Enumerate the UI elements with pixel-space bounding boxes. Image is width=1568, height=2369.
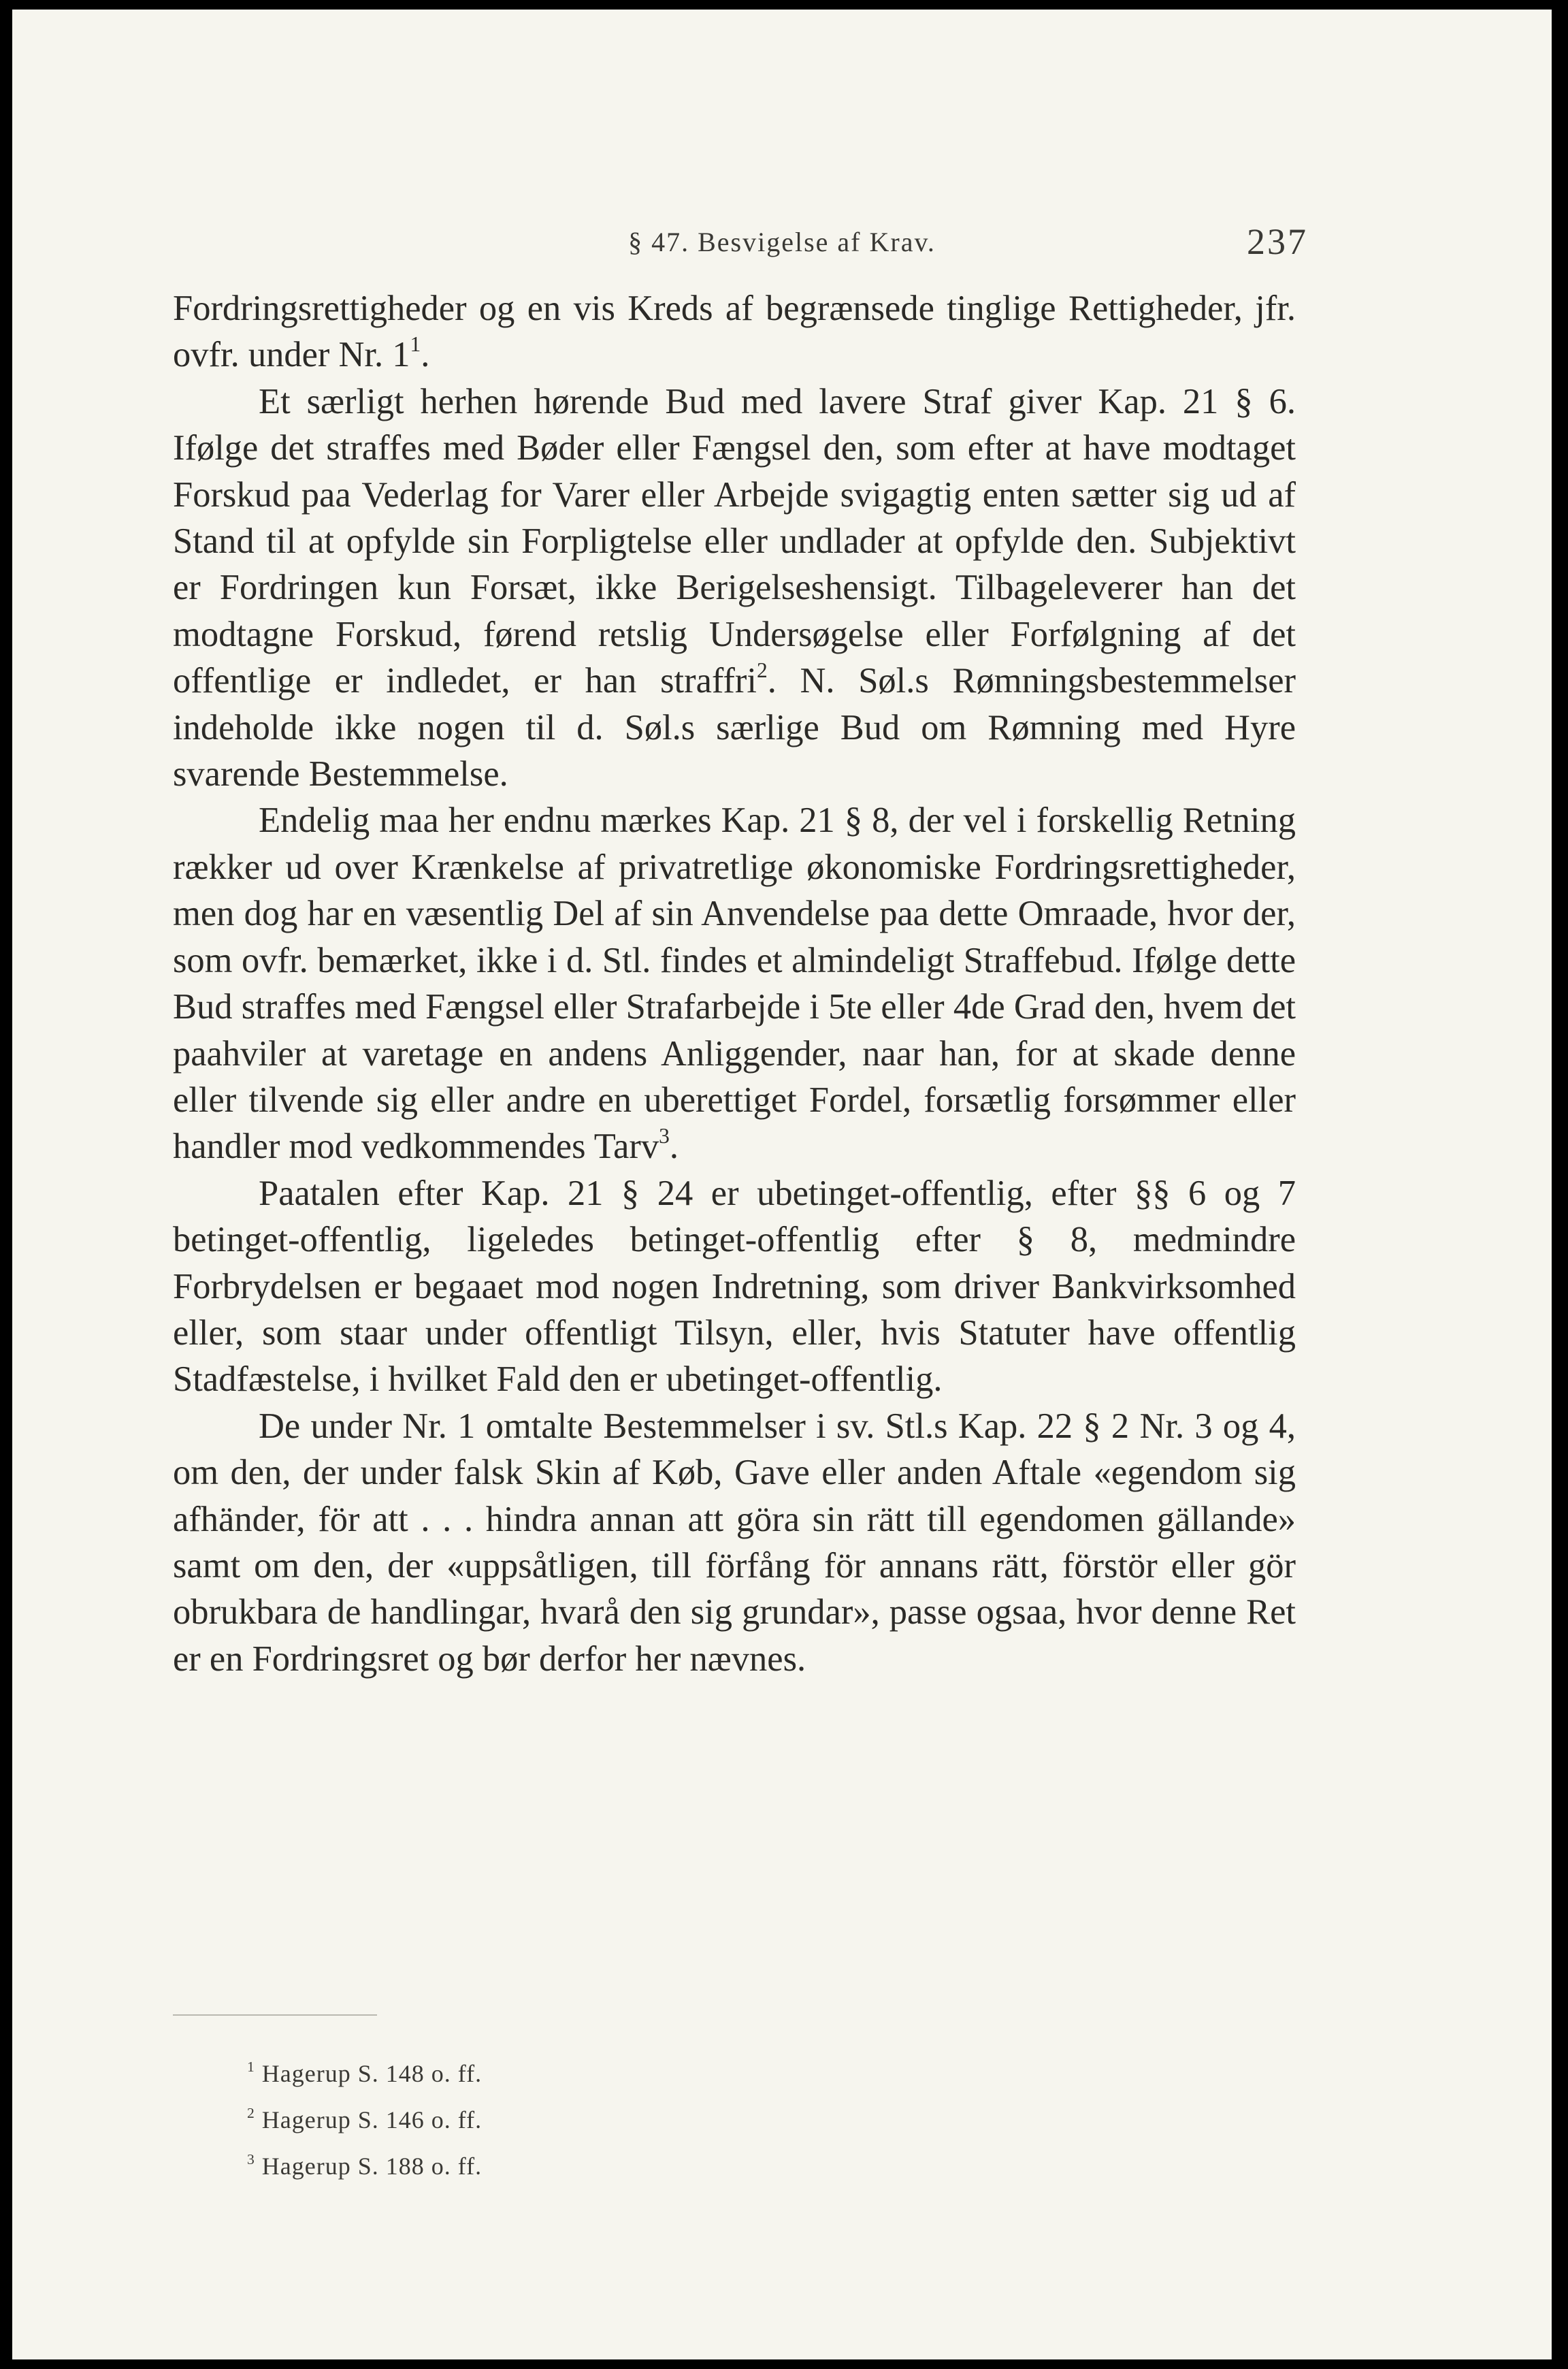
- footnote-mark: 1: [247, 2058, 255, 2075]
- paragraph-3: [173, 797, 1296, 1170]
- page-number: 237: [1247, 221, 1308, 262]
- paragraph-text: Et særligt herhen hørende Bud med lavere Straf giver Kap. 21 § 6. Ifølge det straffes med Bøder eller Fængsel den, som efter at have modtaget Forskud paa Vederlag for Varer eller Arbejde svigagtig enten sætter sig ud af Stand til at opfylde sin Forpligtelse eller undlader at opfylde den. Subjektivt er Fordringen kun Forsæt, ikke Berigelseshensigt. Tilbageleverer han det modtagne Forskud, førend retslig Undersøgelse eller Forfølgning af det offentlige er indledet, er han straffri: [173, 381, 1296, 701]
- footnote-text: Hagerup S. 188 o. ff.: [261, 2153, 483, 2180]
- footnote-1: [247, 2050, 482, 2097]
- paragraph-1: [173, 285, 1296, 378]
- paragraph-tail: . N. Søl.s Rømningsbestemmelser indeholde ikke nogen til d. Søl.s særlige Bud om Rømning med Hyre svarende Bestemmelse.: [173, 661, 1296, 794]
- paragraph-text: Paatalen efter Kap. 21 § 24 er ubetinget-offentlig, efter §§ 6 og 7 betinget-offentlig, ligeledes betinget-offentlig efter § 8, medmindre Forbrydelsen er begaaet mod nogen Indretning, som driver Bankvirksomhed eller, som staar under offentligt Tilsyn, eller, hvis Statuter have offentlig Stadfæstelse, i hvilket Fald den er ubetinget-offentlig.: [173, 1173, 1296, 1400]
- paragraph-2: [173, 378, 1296, 798]
- paragraph-tail: .: [669, 1127, 679, 1167]
- footnote-2: [247, 2097, 482, 2143]
- paragraph-4: [173, 1170, 1296, 1403]
- running-header: [12, 214, 1552, 261]
- book-page: [12, 10, 1552, 2359]
- body-text: [173, 285, 1296, 1682]
- footnote-text: Hagerup S. 148 o. ff.: [261, 2060, 483, 2087]
- footnotes: [247, 2050, 482, 2189]
- footnote-divider: [173, 2014, 377, 2016]
- paragraph-tail: .: [421, 335, 430, 375]
- footnote-mark: 3: [247, 2150, 255, 2167]
- footnote-text: Hagerup S. 146 o. ff.: [261, 2106, 483, 2133]
- paragraph-text: De under Nr. 1 omtalte Bestemmelser i sv. Stl.s Kap. 22 § 2 Nr. 3 og 4, om den, der under falsk Skin af Køb, Gave eller anden Aftale «egendom sig afhänder, för att . . . hindra annan att göra sin rätt till egendomen gällande» samt om den, der «uppsåtligen, till förfång för annans rätt, förstör eller gör obrukbara de handlingar, hvarå den sig grundar», passe ogsaa, hvor denne Ret er en Fordringsret og bør derfor her nævnes.: [173, 1406, 1296, 1679]
- footnote-reference: 1: [410, 332, 421, 357]
- footnote-reference: 3: [659, 1124, 670, 1148]
- paragraph-text: Fordringsrettigheder og en vis Kreds af begrænsede tinglige Rettigheder, jfr. ovfr. under Nr. 1: [173, 289, 1296, 375]
- footnote-3: [247, 2143, 482, 2189]
- paragraph-text: Endelig maa her endnu mærkes Kap. 21 § 8, der vel i forskellig Retning rækker ud over Krænkelse af privatretlige økonomiske Fordringsrettigheder, men dog har en væsentlig Del af sin Anvendelse paa dette Omraade, hvor der, som ovfr. bemærket, ikke i d. Stl. findes et almindeligt Straffebud. Ifølge dette Bud straffes med Fængsel eller Strafarbejde i 5te eller 4de Grad den, hvem det paahviler at varetage en andens Anliggender, naar han, for at skade denne eller tilvende sig eller andre en uberettiget Fordel, forsætlig forsømmer eller handler mod vedkommendes Tarv: [173, 801, 1296, 1167]
- paragraph-5: [173, 1403, 1296, 1682]
- section-title: § 47. Besvigelse af Krav.: [628, 227, 936, 257]
- footnote-mark: 2: [247, 2104, 255, 2121]
- footnote-reference: 2: [756, 658, 768, 683]
